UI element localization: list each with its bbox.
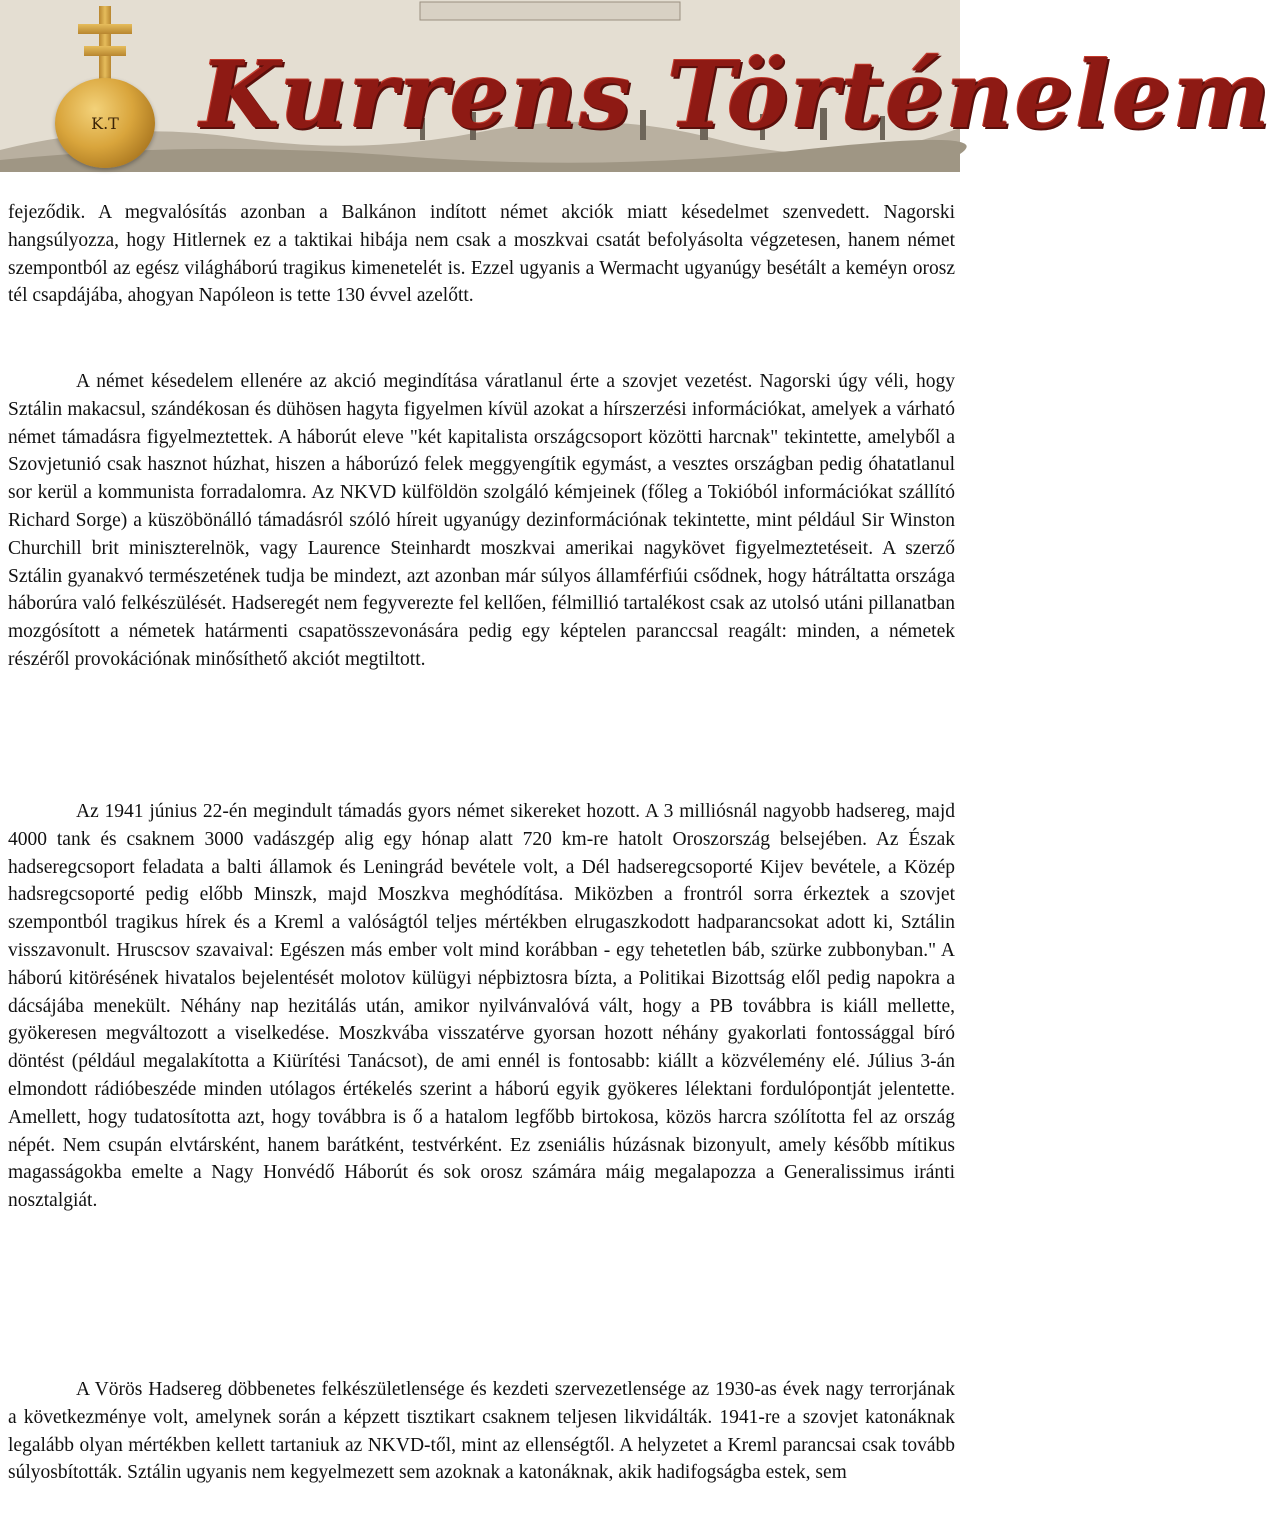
paragraph-4: A Vörös Hadsereg döbbenetes felkészületlensége és kezdeti szervezetlensége az 1930-as évek nagy terrorjának a következménye volt, amelynek során a képzett tisztikart csaknem teljesen likvidálták. 1941-re a szovjet katonáknak legalább olyan mértékben kellett tartaniuk az NKVD-től, mint az ellenségtől. A helyzetet a Kreml parancsai csak tovább súlyosbították. Sztálin ugyanis nem kegyelmezett sem azoknak a katonáknak, akik hadifogságba estek, sem	[8, 1379, 955, 1484]
paragraph-2: A német késedelem ellenére az akció megindítása váratlanul érte a szovjet vezetést. Nagorski úgy véli, hogy Sztálin makacsul, szándékosan és dühösen hagyta figyelmen kívül azokat a hírszerzési információkat, amelyek a várható német támadásra figyelmeztettek. A háborút eleve "két kapitalista országcsoport közötti harcnak" tekintette, amelyből a Szovjetunió csak hasznot húzhat, hiszen a háborúzó felek meggyengítik egymást, a vesztes országban pedig óhatatlanul sor kerül a kommunista forradalomra. Az NKVD külföldön szolgáló kémjeinek (főleg a Tokióból információkat szállító Richard Sorge) a küszöbönálló támadásról szóló híreit ugyanúgy dezinformációnak tekintette, mint például Sir Winston Churchill brit miniszterelnök, vagy Laurence Steinhardt moszkvai amerikai nagykövet figyelmeztetéseit. A szerző Sztálin gyanakvó természetének tudja be mindezt, azt azonban már súlyos államférfiúi csődnek, hogy hátráltatta országa háborúra való felkészülését. Hadseregét nem fegyverezte fel kellően, félmillió tartalékost csak az utolsó utáni pillanatban mozgósított a németek határmenti csapatösszevonására pedig egy képtelen paranccsal reagált: minden, a németek részéről provokációnak minősíthető akciót megtiltott.	[8, 371, 955, 670]
site-title: Kurrens Történelem	[200, 41, 1272, 149]
paragraph-3: Az 1941 június 22-én megindult támadás gyors német sikereket hozott. A 3 milliósnál nagyobb hadsereg, majd 4000 tank és csaknem 3000 vadászgép alig egy hónap alatt 720 km-re hatolt Oroszország belsejében. Az Észak hadseregcsoport feladata a balti államok és Leningrád bevétele volt, a Dél hadseregcsoporté Kijev bevétele, a Közép hadsregcsoporté pedig előbb Minszk, majd Moszkva meghódítása. Miközben a frontról sorra érkeztek a szovjet szempontból tragikus hírek és a Kreml a valóságtól teljes mértékben elrugaszkodott hadparancsokat adott ki, Sztálin visszavonult. Hruscsov szavaival: Egészen más ember volt mind korábban - egy tehetetlen báb, szürke zubbonyban." A háború kitörésének hivatalos bejelentését molotov külügyi népbiztosra bízta, a Politikai Bizottság elől pedig napokra a dácsájába menekült. Néhány nap hezitálás után, amikor nyilvánvalóvá vált, hogy a PB továbbra is kiáll mellette, gyökeresen megváltozott a viselkedése. Moszkvába visszatérve gyorsan hozott néhány gyakorlati fontossággal bíró döntést (például megalakította a Kiürítési Tanácsot), de ami ennél is fontosabb: kiállt a közvélemény elé. Július 3-án elmondott rádióbeszéde minden utólagos értékelés szerint a háború egyik gyökeres lélektani fordulópontját jelentette. Amellett, hogy tudatosította azt, hogy továbbra is ő a hatalom legfőbb birtokosa, közös harcra szólította fel az ország népét. Nem csupán elvtársként, hanem barátként, testvérként. Ez zseniális húzásnak bizonyult, amely később mítikus magasságokba emelte a Nagy Honvédő Háborút és sok orosz számára máig megalapozza a Generalissimus iránti nosztalgiát.	[8, 801, 955, 1212]
page-header-banner	[0, 0, 1272, 172]
cross-bar-lower	[84, 46, 126, 56]
logo-initials: K.T	[91, 114, 119, 133]
cross-icon	[99, 6, 111, 84]
cross-bar-upper	[78, 24, 132, 34]
paragraph-1: fejeződik. A megvalósítás azonban a Balkánon indított német akciók miatt késedelmet szenvedett. Nagorski hangsúlyozza, hogy Hitlernek ez a taktikai hibája nem csak a moszkvai csatát befolyásolta végzetesen, hanem német szempontból az egész világháború tragikus kimenetelét is. Ezzel ugyanis a Wermacht ugyanúgy besétált a keméyn orosz tél csapdájába, ahogyan Napóleon is tette 130 évvel azelőtt.	[8, 202, 955, 307]
